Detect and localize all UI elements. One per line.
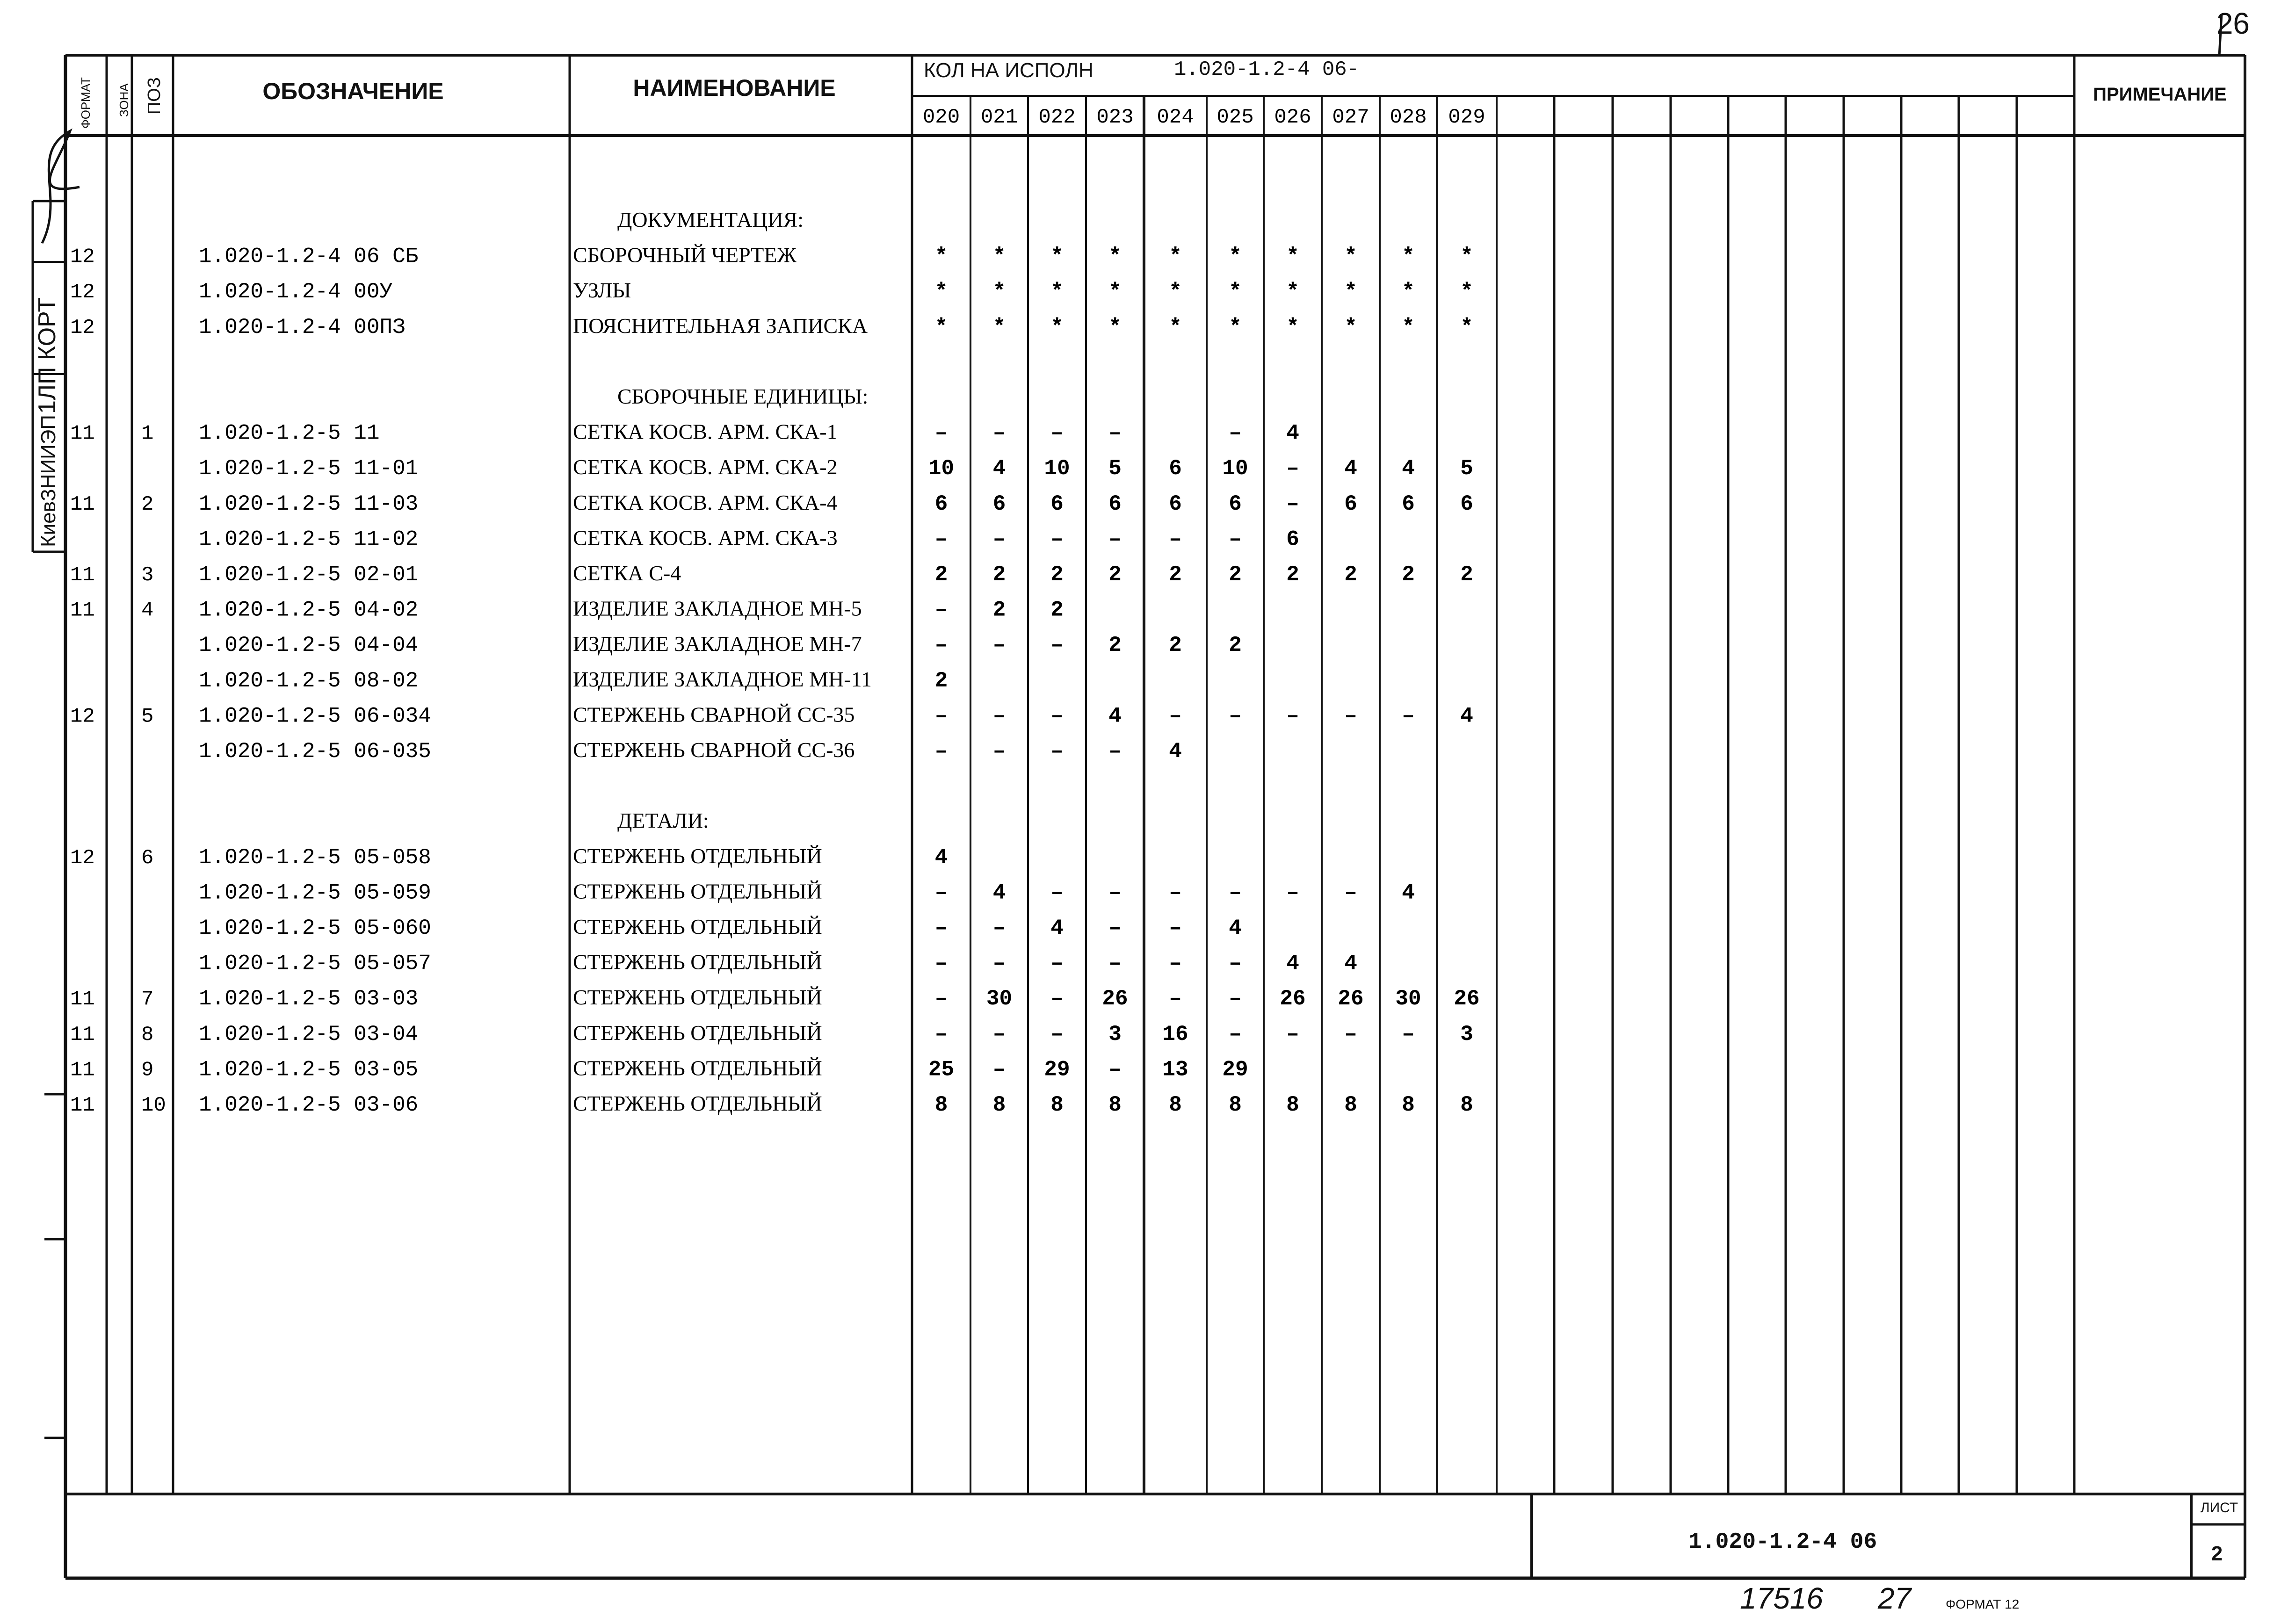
row-name: СЕТКА КОСВ. АРМ. СКА-1 [573,419,838,444]
qty-cell-022: * [1050,280,1064,304]
qty-cell-026: 4 [1286,421,1299,446]
qty-cell-026: – [1286,491,1299,516]
row-designation: 1.020-1.2-5 03-04 [199,1022,419,1047]
qty-cell-020: 2 [934,668,948,693]
qty-cell-021: 30 [986,987,1013,1011]
table-row [199,526,1299,551]
qty-cell-021: – [992,739,1006,764]
qty-cell-021: 2 [992,563,1006,587]
qty-cell-029: 6 [1460,491,1473,516]
row-format: 11 [70,1094,95,1117]
qty-cell-023: – [1108,1057,1122,1082]
qty-cell-021: 4 [992,881,1006,905]
row-format: 11 [70,988,95,1011]
header-qty-label: КОЛ НА ИСПОЛН [924,59,1093,82]
row-name: УЗЛЫ [573,278,631,303]
qty-cell-022: 6 [1050,491,1064,516]
header-name: НАИМЕНОВАНИЕ [633,75,836,101]
table-row [70,844,948,870]
row-designation: 1.020-1.2-4 06 СБ [199,244,419,269]
row-designation: 1.020-1.2-5 11-03 [199,491,419,516]
qty-cell-027: * [1344,244,1357,269]
qty-cell-024: 2 [1169,563,1182,587]
qty-cell-020: – [934,527,948,552]
qty-cell-020: 4 [934,845,948,870]
qty-cell-023: – [1108,881,1122,905]
qty-cell-024: 8 [1169,1093,1182,1117]
row-name: СТЕРЖЕНЬ ОТДЕЛЬНЫЙ [573,879,822,903]
qty-cell-028: 2 [1402,563,1415,587]
qty-cell-027: 26 [1338,987,1364,1011]
table-row [70,1091,1473,1117]
row-format: 11 [70,422,95,446]
qty-cell-021: – [992,1022,1006,1047]
row-position: 3 [141,563,154,587]
row-designation: 1.020-1.2-5 05-060 [199,916,431,940]
row-designation: 1.020-1.2-5 02-01 [199,563,419,587]
qty-cell-029: * [1460,244,1473,269]
variant-headers [923,106,1485,129]
qty-cell-029: * [1460,280,1473,304]
row-format: 12 [70,281,95,304]
qty-cell-020: – [934,633,948,658]
qty-cell-024: – [1169,527,1182,552]
qty-cell-025: 2 [1229,563,1242,587]
qty-cell-023: – [1108,421,1122,446]
qty-cell-025: – [1229,951,1242,976]
variant-header-029: 029 [1448,106,1485,129]
qty-cell-021: – [992,951,1006,976]
qty-cell-020: 10 [928,456,955,481]
qty-cell-024: 6 [1169,491,1182,516]
row-format: 11 [70,599,95,622]
row-name: СБОРОЧНЫЙ ЧЕРТЕЖ [573,243,797,267]
row-designation: 1.020-1.2-5 05-058 [199,845,431,870]
qty-cell-023: 8 [1108,1093,1122,1117]
qty-cell-025: * [1229,280,1242,304]
qty-cell-023: * [1108,244,1122,269]
qty-cell-022: – [1050,1022,1064,1047]
qty-cell-029: 5 [1460,456,1473,481]
qty-cell-025: – [1229,527,1242,552]
qty-cell-026: – [1286,456,1299,481]
qty-cell-026: 26 [1280,987,1306,1011]
table-row [70,597,1064,622]
qty-cell-028: * [1402,315,1415,339]
qty-cell-027: 6 [1344,491,1357,516]
qty-cell-023: 4 [1108,704,1122,729]
qty-cell-028: * [1402,244,1415,269]
qty-cell-023: – [1108,527,1122,552]
row-position: 2 [141,492,154,516]
qty-cell-022: 4 [1050,916,1064,940]
qty-cell-027: 4 [1344,456,1357,481]
section-heading: ДОКУМЕНТАЦИЯ: [617,208,804,231]
qty-cell-022: * [1050,315,1064,339]
qty-cell-024: – [1169,987,1182,1011]
row-designation: 1.020-1.2-5 03-06 [199,1093,419,1117]
qty-cell-024: * [1169,315,1182,339]
qty-cell-020: 2 [934,563,948,587]
qty-cell-020: * [934,244,948,269]
row-name: СЕТКА С-4 [573,561,681,585]
table-row [70,243,1473,269]
row-name: СТЕРЖЕНЬ ОТДЕЛЬНЫЙ [573,1020,822,1045]
footer-format: ФОРМАТ 12 [1946,1597,2020,1611]
qty-cell-023: 2 [1108,633,1122,658]
row-format: 12 [70,705,95,729]
qty-cell-020: – [934,881,948,905]
qty-cell-020: – [934,987,948,1011]
row-name: ПОЯСНИТЕЛЬНАЯ ЗАПИСКА [573,313,868,338]
specification-rows [70,208,1480,1117]
qty-cell-026: 2 [1286,563,1299,587]
row-designation: 1.020-1.2-5 11-02 [199,527,419,552]
qty-cell-024: – [1169,704,1182,729]
qty-cell-027: 4 [1344,951,1357,976]
qty-cell-029: 3 [1460,1022,1473,1047]
qty-cell-028: * [1402,280,1415,304]
qty-cell-023: – [1108,739,1122,764]
variant-header-027: 027 [1332,106,1369,129]
row-format: 11 [70,1058,95,1082]
qty-cell-022: 8 [1050,1093,1064,1117]
qty-cell-024: – [1169,916,1182,940]
qty-cell-024: 2 [1169,633,1182,658]
qty-cell-021: – [992,916,1006,940]
table-row [617,384,868,408]
qty-cell-029: 4 [1460,704,1473,729]
qty-cell-025: – [1229,881,1242,905]
row-designation: 1.020-1.2-5 05-057 [199,951,431,976]
row-format: 12 [70,846,95,870]
qty-cell-025: – [1229,987,1242,1011]
qty-cell-023: 3 [1108,1022,1122,1047]
qty-cell-025: – [1229,704,1242,729]
row-format: 11 [70,1023,95,1047]
qty-cell-021: 6 [992,491,1006,516]
qty-cell-024: – [1169,881,1182,905]
qty-cell-025: 29 [1222,1057,1248,1082]
qty-cell-029: * [1460,315,1473,339]
side-stamp-org: КиевЗНИИЭП [37,415,60,547]
row-position: 1 [141,422,154,446]
row-designation: 1.020-1.2-5 04-04 [199,633,419,658]
variant-header-022: 022 [1038,106,1076,129]
qty-cell-025: – [1229,421,1242,446]
qty-cell-022: 10 [1044,456,1070,481]
qty-cell-024: * [1169,280,1182,304]
row-designation: 1.020-1.2-5 11-01 [199,456,419,481]
qty-cell-029: 26 [1454,987,1480,1011]
row-name: СЕТКА КОСВ. АРМ. СКА-4 [573,490,838,514]
qty-cell-024: 16 [1162,1022,1188,1047]
qty-cell-020: – [934,916,948,940]
row-name: СТЕРЖЕНЬ СВАРНОЙ СС-35 [573,702,855,727]
qty-cell-026: * [1286,280,1299,304]
qty-cell-025: * [1229,244,1242,269]
variant-header-026: 026 [1274,106,1311,129]
table-row [70,1056,1248,1082]
qty-cell-027: – [1344,1022,1357,1047]
qty-cell-022: – [1050,633,1064,658]
qty-cell-023: * [1108,280,1122,304]
qty-cell-020: – [934,421,948,446]
qty-cell-026: * [1286,315,1299,339]
title-block-sheet-no: 2 [2211,1542,2223,1565]
qty-cell-025: 10 [1222,456,1248,481]
row-designation: 1.020-1.2-5 06-034 [199,704,431,729]
qty-cell-026: – [1286,1022,1299,1047]
qty-cell-022: – [1050,987,1064,1011]
row-name: СТЕРЖЕНЬ СВАРНОЙ СС-36 [573,738,855,762]
row-position: 5 [141,705,154,729]
qty-cell-027: 8 [1344,1093,1357,1117]
qty-cell-021: 4 [992,456,1006,481]
title-block-sheet-label: ЛИСТ [2200,1500,2238,1516]
qty-cell-021: – [992,633,1006,658]
qty-cell-020: – [934,1022,948,1047]
qty-cell-027: * [1344,280,1357,304]
qty-cell-020: * [934,280,948,304]
qty-cell-020: – [934,951,948,976]
qty-cell-020: – [934,739,948,764]
section-heading: СБОРОЧНЫЕ ЕДИНИЦЫ: [617,384,869,408]
qty-cell-023: 2 [1108,563,1122,587]
qty-cell-028: 4 [1402,881,1415,905]
qty-cell-022: 2 [1050,563,1064,587]
qty-cell-022: – [1050,881,1064,905]
qty-cell-025: 6 [1229,491,1242,516]
row-designation: 1.020-1.2-5 03-05 [199,1057,419,1082]
variant-header-024: 024 [1157,106,1194,129]
table-row [199,667,948,693]
row-designation: 1.020-1.2-4 00У [199,280,393,304]
qty-cell-021: – [992,704,1006,729]
qty-cell-029: 8 [1460,1093,1473,1117]
row-name: СЕТКА КОСВ. АРМ. СКА-2 [573,455,838,479]
qty-cell-025: * [1229,315,1242,339]
qty-cell-023: 5 [1108,456,1122,481]
table-row [70,985,1480,1011]
qty-cell-022: – [1050,951,1064,976]
qty-cell-025: 2 [1229,633,1242,658]
qty-cell-020: – [934,598,948,622]
table-row [70,420,1299,446]
qty-cell-026: 4 [1286,951,1299,976]
qty-cell-020: 25 [928,1057,955,1082]
footer-handwritten-page: 27 [1878,1581,1912,1615]
qty-cell-022: – [1050,704,1064,729]
row-name: СТЕРЖЕНЬ ОТДЕЛЬНЫЙ [573,950,822,974]
qty-cell-024: 13 [1162,1057,1188,1082]
qty-cell-024: * [1169,244,1182,269]
table-row [70,561,1473,587]
signature-mark [42,131,80,243]
row-designation: 1.020-1.2-5 03-03 [199,987,419,1011]
qty-cell-020: 6 [934,491,948,516]
qty-cell-020: * [934,315,948,339]
title-block-doc-code: 1.020-1.2-4 06 [1688,1530,1877,1555]
qty-cell-022: 2 [1050,598,1064,622]
qty-cell-021: * [992,315,1006,339]
row-name: ИЗДЕЛИЕ ЗАКЛАДНОЕ МН-11 [573,667,872,691]
qty-cell-021: – [992,527,1006,552]
qty-cell-021: 2 [992,598,1006,622]
table-row [70,314,1473,339]
qty-cell-025: 8 [1229,1093,1242,1117]
row-designation: 1.020-1.2-5 06-035 [199,739,431,764]
variant-header-020: 020 [922,106,960,129]
footer-handwritten-no: 17516 [1740,1581,1823,1615]
variant-header-025: 025 [1217,106,1254,129]
row-designation: 1.020-1.2-5 05-059 [199,881,431,905]
qty-cell-026: * [1286,244,1299,269]
qty-cell-024: 4 [1169,739,1182,764]
page-number: 26 [2216,7,2250,40]
qty-cell-023: 6 [1108,491,1122,516]
qty-cell-028: – [1402,1022,1415,1047]
table-row [70,491,1473,516]
header-qty-doc: 1.020-1.2-4 06- [1174,58,1360,81]
qty-cell-025: 4 [1229,916,1242,940]
qty-cell-026: – [1286,881,1299,905]
qty-cell-020: 8 [934,1093,948,1117]
qty-cell-028: 6 [1402,491,1415,516]
variant-header-021: 021 [980,106,1018,129]
row-name: СТЕРЖЕНЬ ОТДЕЛЬНЫЙ [573,985,822,1010]
row-format: 12 [70,316,95,339]
row-position: 6 [141,846,154,870]
row-position: 7 [141,988,154,1011]
table-row [199,738,1182,764]
qty-cell-027: 2 [1344,563,1357,587]
row-designation: 1.020-1.2-5 11 [199,421,380,446]
header-pos: ПОЗ [145,77,164,115]
qty-cell-027: – [1344,704,1357,729]
row-position: 4 [141,599,154,622]
qty-cell-023: – [1108,916,1122,940]
qty-cell-021: 8 [992,1093,1006,1117]
row-name: СЕТКА КОСВ. АРМ. СКА-3 [573,526,838,550]
table-row [70,702,1473,728]
qty-cell-021: – [992,1057,1006,1082]
table-row [70,1021,1473,1047]
qty-cell-029: 2 [1460,563,1473,587]
qty-cell-028: 30 [1395,987,1421,1011]
row-designation: 1.020-1.2-5 08-02 [199,668,419,693]
variant-header-028: 028 [1390,106,1427,129]
qty-cell-022: – [1050,527,1064,552]
qty-cell-027: – [1344,881,1357,905]
qty-cell-023: – [1108,951,1122,976]
qty-cell-024: – [1169,951,1182,976]
qty-cell-028: – [1402,704,1415,729]
section-heading: ДЕТАЛИ: [617,808,709,833]
row-name: ИЗДЕЛИЕ ЗАКЛАДНОЕ МН-7 [573,632,862,656]
variant-header-023: 023 [1096,106,1134,129]
header-zone: ЗОНА [117,83,131,117]
header-format: ФОРМАТ [79,77,93,129]
row-position: 10 [141,1094,166,1117]
row-format: 12 [70,245,95,269]
qty-cell-028: 4 [1402,456,1415,481]
qty-cell-023: * [1108,315,1122,339]
qty-cell-021: * [992,280,1006,304]
table-row [70,278,1473,304]
table-row [199,879,1415,905]
qty-cell-023: 26 [1102,987,1128,1011]
qty-cell-022: 29 [1044,1057,1070,1082]
qty-cell-020: – [934,704,948,729]
qty-cell-022: – [1050,421,1064,446]
qty-cell-024: 6 [1169,456,1182,481]
row-name: ИЗДЕЛИЕ ЗАКЛАДНОЕ МН-5 [573,596,862,621]
row-position: 8 [141,1023,154,1047]
table-row [199,950,1357,976]
qty-cell-027: * [1344,315,1357,339]
header-designation: ОБОЗНАЧЕНИЕ [262,78,444,104]
row-designation: 1.020-1.2-4 00ПЗ [199,315,406,339]
row-name: СТЕРЖЕНЬ ОТДЕЛЬНЫЙ [573,844,822,868]
row-position: 9 [141,1058,154,1082]
row-format: 11 [70,563,95,587]
side-stamp-dept: 1ЛП КОРТ [34,297,61,414]
header-note: ПРИМЕЧАНИЕ [2093,84,2227,105]
row-name: СТЕРЖЕНЬ ОТДЕЛЬНЫЙ [573,915,822,938]
row-designation: 1.020-1.2-5 04-02 [199,598,419,622]
qty-cell-021: – [992,421,1006,446]
qty-cell-025: – [1229,1022,1242,1047]
qty-cell-028: 8 [1402,1093,1415,1117]
table-row [199,455,1473,481]
qty-cell-022: – [1050,739,1064,764]
row-name: СТЕРЖЕНЬ ОТДЕЛЬНЫЙ [573,1056,822,1080]
qty-cell-026: – [1286,704,1299,729]
qty-cell-022: * [1050,244,1064,269]
row-name: СТЕРЖЕНЬ ОТДЕЛЬНЫЙ [573,1091,822,1115]
table-row [617,208,804,231]
qty-cell-026: 6 [1286,527,1299,552]
qty-cell-026: 8 [1286,1093,1299,1117]
table-row [617,808,709,832]
row-format: 11 [70,492,95,516]
qty-cell-021: * [992,244,1006,269]
